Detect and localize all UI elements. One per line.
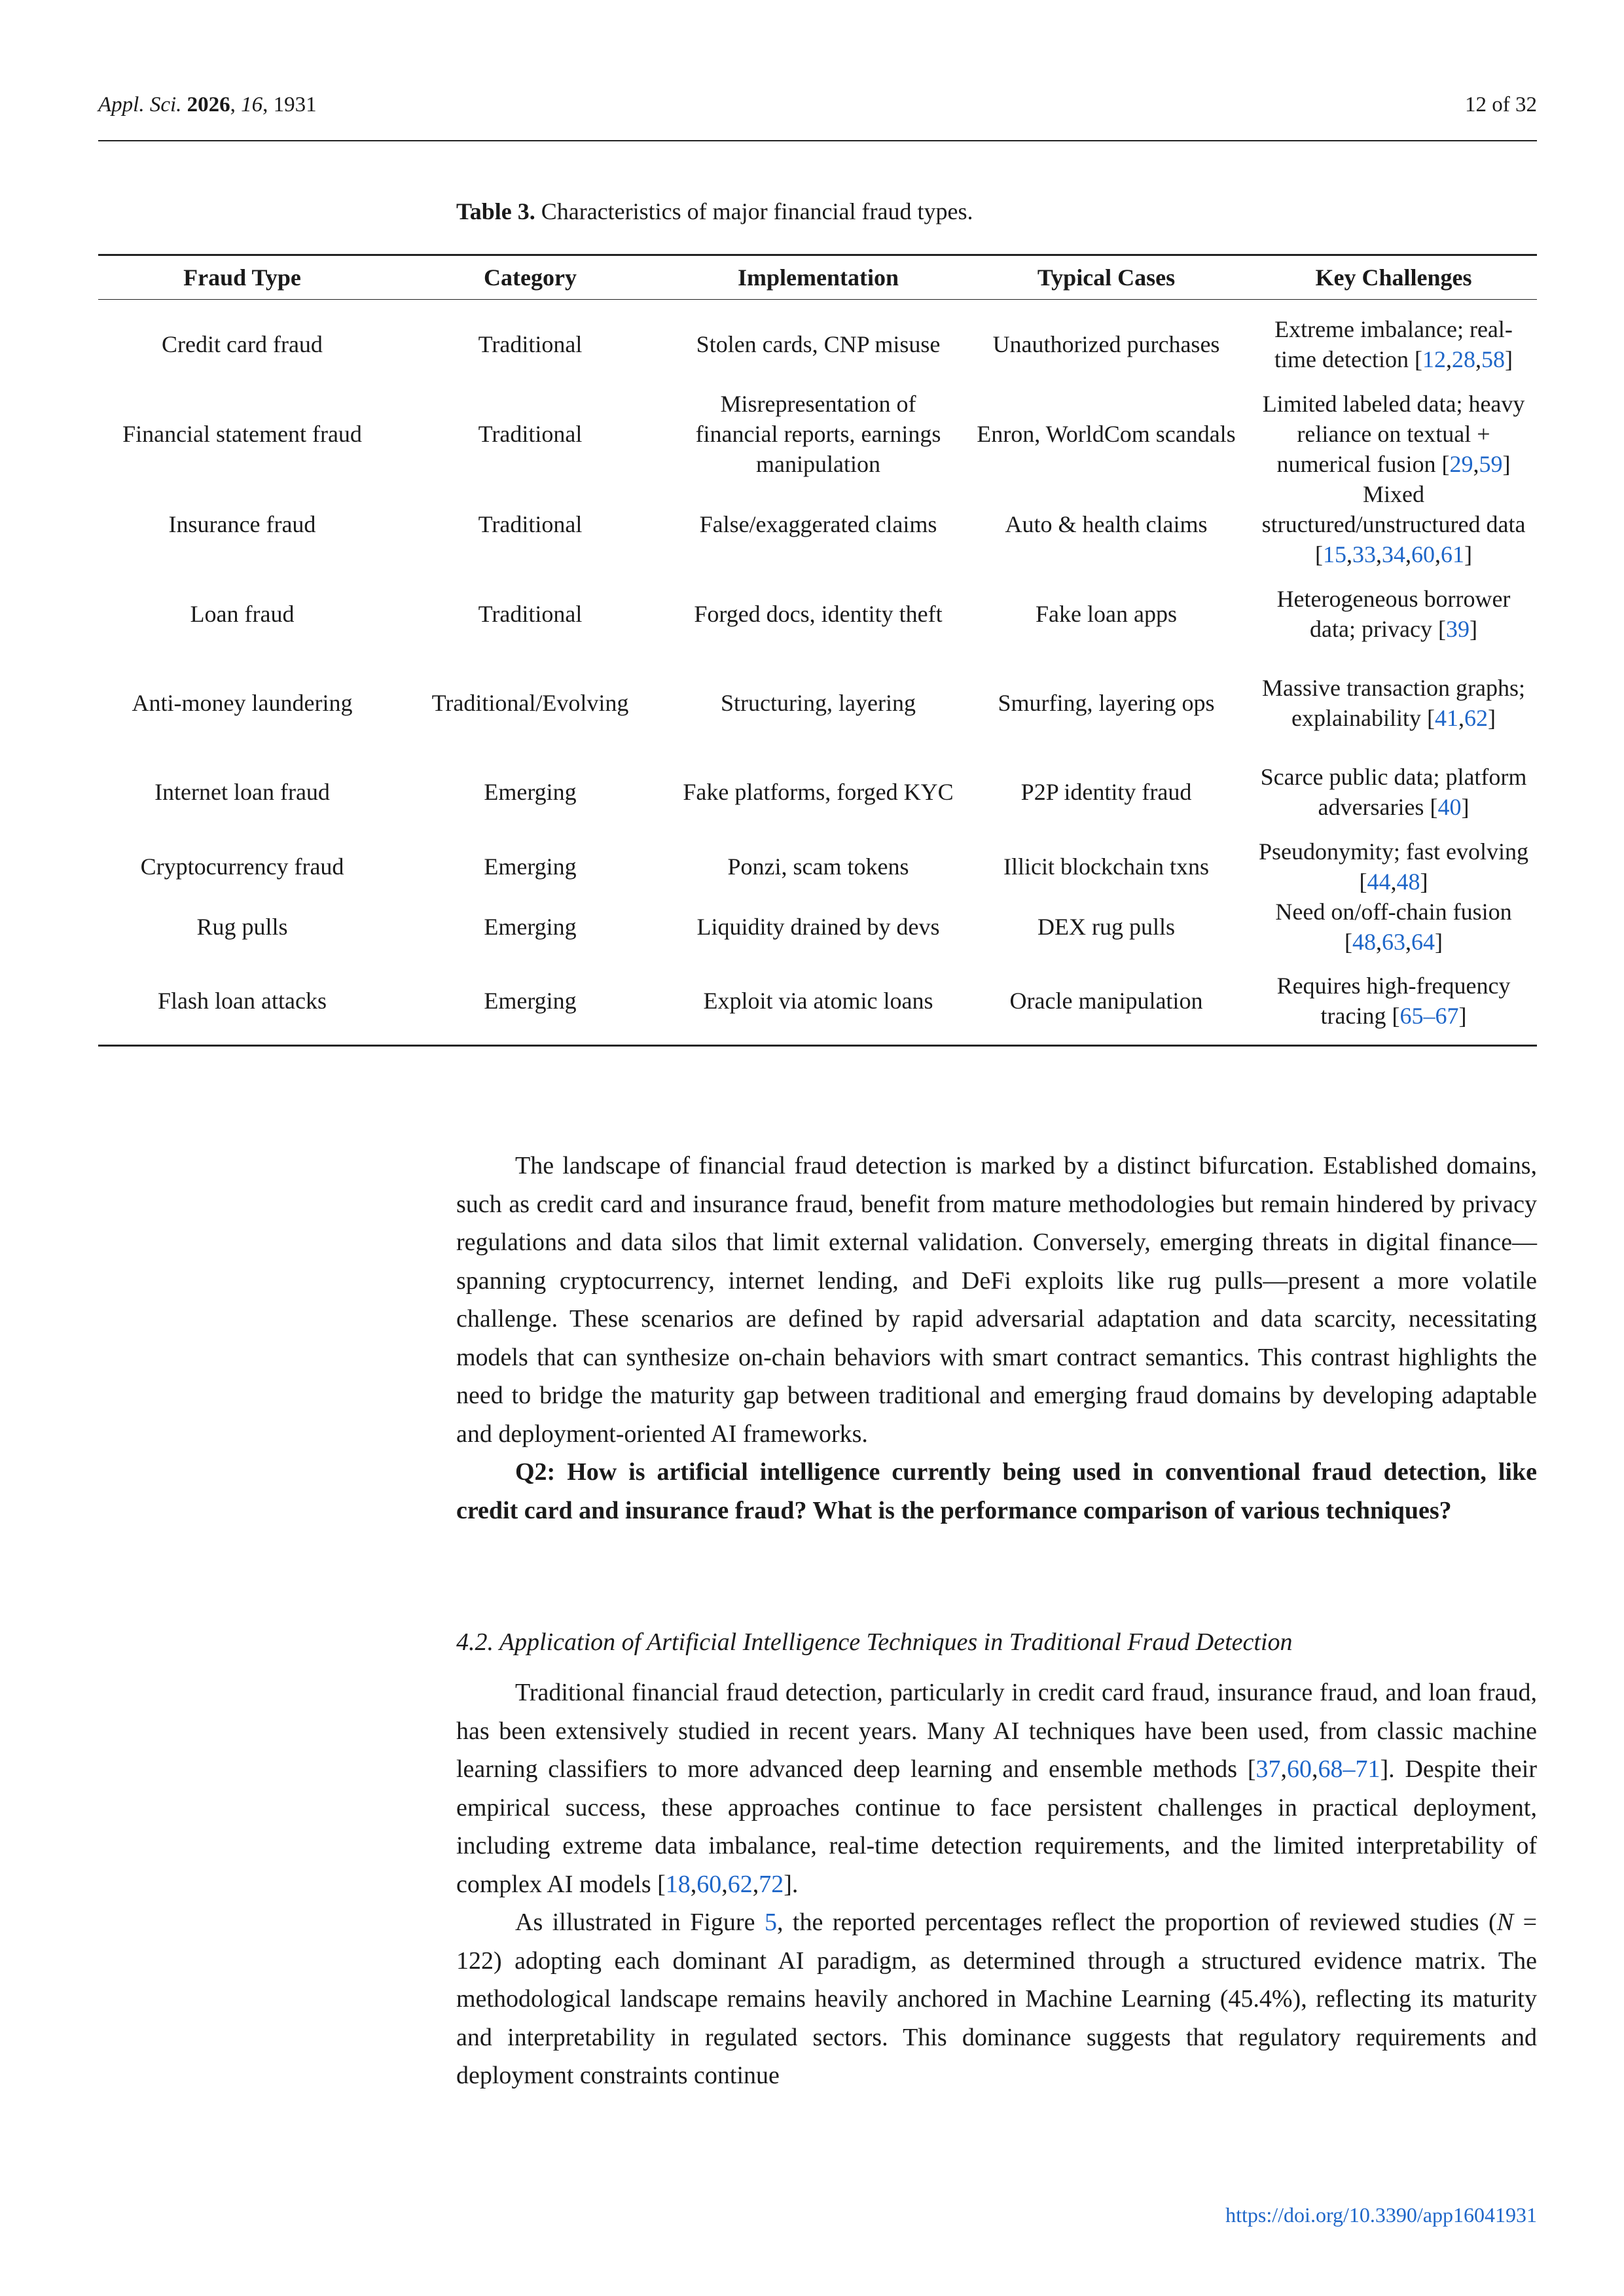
table-cell-challenges: Requires high-frequency tracing [65–67]: [1250, 957, 1537, 1046]
citation-link[interactable]: 37: [1255, 1755, 1281, 1783]
table-cell-category: Traditional: [478, 331, 583, 357]
table-cell-cases: P2P identity fraud: [1020, 778, 1192, 805]
table-row: [98, 300, 1537, 389]
citation-link[interactable]: 72: [759, 1870, 784, 1898]
table-caption-label: Table 3.: [456, 198, 535, 224]
table-cell-impl: Forged docs, identity theft: [694, 600, 943, 627]
table-cell-cases: DEX rug pulls: [1038, 913, 1175, 940]
table-cell-category: Traditional/Evolving: [431, 689, 629, 716]
doi-link[interactable]: https://doi.org/10.3390/app16041931: [1225, 2203, 1537, 2227]
article-number: 1931: [273, 93, 317, 117]
citation-link[interactable]: 64: [1411, 928, 1435, 955]
citation-link[interactable]: 39: [1445, 615, 1470, 642]
table-cell-type: Flash loan attacks: [98, 957, 386, 1046]
column-header: Key Challenges: [1250, 255, 1537, 300]
table-row: [98, 479, 1537, 569]
table-cell-impl: Exploit via atomic loans: [674, 957, 962, 1046]
citation-link[interactable]: 41: [1434, 704, 1458, 731]
table-cell-impl: Structuring, layering: [721, 689, 916, 716]
sample-size-symbol: N: [1496, 1909, 1514, 1936]
table-cell-cases: Oracle manipulation: [962, 957, 1250, 1046]
citation-link[interactable]: 58: [1481, 346, 1505, 372]
table-cell-impl: Stolen cards, CNP misuse: [696, 331, 941, 357]
text-run: , the reported percentages reflect the proportion of reviewed studies (: [776, 1909, 1497, 1936]
citation-link[interactable]: 60: [696, 1870, 722, 1898]
table-cell-cases: Smurfing, layering ops: [998, 689, 1215, 716]
table-cell-cases: Auto & health claims: [1005, 511, 1208, 537]
table-cell-challenges: Heterogeneous borrower data; privacy [39]: [1276, 585, 1511, 642]
journal-year: 2026: [187, 93, 230, 117]
table-cell-type: Anti-money laundering: [132, 689, 353, 716]
citation-link[interactable]: 48: [1396, 868, 1420, 895]
citation-link[interactable]: 29: [1449, 450, 1473, 477]
table-cell-challenges: Need on/off-chain fusion [48,63,64]: [1275, 898, 1512, 955]
table-header-row: [98, 255, 1537, 300]
citation-link[interactable]: 62: [1464, 704, 1488, 731]
challenge-text: Heterogeneous borrower data; privacy: [1276, 585, 1511, 642]
table-row: [98, 658, 1537, 747]
body-section-1: [456, 1147, 1537, 1530]
paragraph: Traditional financial fraud detection, particularly in credit card fraud, insurance fraud, and loan fraud, has been extensively studied in recent years. Many AI techniques have been used, from classic machine learning classifiers to more advanced deep learning and ensemble methods [37,60,68–71]. Despite their empirical success, these approaches continue to face persistent challenges in practical deployment, including extreme data imbalance, real-time detection requirements, and the limited interpretability of complex AI models [18,60,62,72].: [456, 1679, 1537, 1898]
citation-link[interactable]: 62: [727, 1870, 753, 1898]
column-header: Implementation: [674, 255, 962, 300]
citation-link[interactable]: 12: [1422, 346, 1446, 372]
text-run: ].: [784, 1870, 799, 1898]
text-run: = 122) adopting each dominant AI paradigm, as determined through a structured evidence matrix. The methodological landscape remains heavily anchored in Machine Learning (45.4%), reflecting its maturity and interpretability in regulated sectors. This dominance suggests that regulatory requirements and deployment constraints continue: [456, 1909, 1538, 2089]
citation-link[interactable]: 65–67: [1399, 1002, 1459, 1029]
citation-link[interactable]: 60: [1287, 1755, 1312, 1783]
page-number: 12 of 32: [1465, 93, 1537, 117]
table-cell-category: Emerging: [386, 957, 674, 1046]
table-row: [98, 836, 1537, 897]
table-cell-category: Emerging: [484, 913, 577, 940]
table-cell-impl: Misrepresentation of financial reports, earnings manipulation: [695, 390, 941, 477]
table-cell-challenges: Pseudonymity; fast evolving [44,48]: [1259, 838, 1528, 895]
citation-link[interactable]: 18: [665, 1870, 691, 1898]
citation-link[interactable]: 33: [1352, 541, 1376, 567]
citation-link[interactable]: 60: [1411, 541, 1435, 567]
table-cell-challenges: Limited labeled data; heavy reliance on textual + numerical fusion [29,59]: [1262, 390, 1525, 477]
text-run: ]. Despite their empirical success, these approaches continue to face persistent challenges in practical deployment, including extreme data imbalance, real-time detection requirements, and the limited interpretability of complex AI models [: [456, 1755, 1537, 1898]
table-cell-category: Traditional: [478, 600, 583, 627]
table-caption: [456, 198, 973, 225]
table-cell-cases: Enron, WorldCom scandals: [977, 420, 1236, 447]
citation-link[interactable]: 48: [1352, 928, 1376, 955]
figure-link[interactable]: 5: [764, 1909, 777, 1936]
column-header: Fraud Type: [98, 255, 386, 300]
challenge-text: Requires high-frequency tracing: [1276, 972, 1511, 1029]
table-row: [98, 389, 1537, 479]
citation-link[interactable]: 40: [1437, 793, 1462, 820]
table-cell-type: Rug pulls: [196, 913, 288, 940]
table-cell-challenges: Extreme imbalance; real-time detection [12,28,58]: [1274, 315, 1513, 372]
citation-link[interactable]: 59: [1479, 450, 1503, 477]
research-question: Q2: How is artificial intelligence currently being used in conventional fraud detection, like credit card and insurance fraud? What is the performance comparison of various techniques?: [456, 1458, 1537, 1524]
text-run: As illustrated in Figure: [515, 1909, 765, 1936]
table-cell-cases: Unauthorized purchases: [992, 331, 1220, 357]
table-cell-type: Credit card fraud: [162, 331, 323, 357]
table-row: [98, 957, 1537, 1046]
table-cell-category: Traditional: [478, 420, 583, 447]
challenge-text: Scarce public data; platform adversaries: [1260, 763, 1527, 820]
challenge-text: Massive transaction graphs; explainability: [1262, 674, 1525, 731]
citation-link[interactable]: 44: [1367, 868, 1391, 895]
challenge-text: Pseudonymity; fast evolving: [1259, 838, 1528, 865]
journal-abbr: Appl. Sci.: [98, 93, 182, 117]
challenge-text: Limited labeled data; heavy reliance on textual + numerical fusion: [1262, 390, 1525, 477]
citation-link[interactable]: 68–71: [1318, 1755, 1380, 1783]
header-rule: [98, 140, 1537, 141]
table-caption-text: Characteristics of major financial fraud types.: [541, 198, 973, 224]
journal-citation: Appl. Sci. 2026, 16, 1931: [98, 93, 317, 117]
citation-link[interactable]: 15: [1323, 541, 1346, 567]
paragraph: [456, 1903, 1537, 2095]
citation-link[interactable]: 61: [1441, 541, 1464, 567]
fraud-types-table: [98, 254, 1537, 1047]
table-cell-impl: False/exaggerated claims: [699, 511, 937, 537]
citation-link[interactable]: 28: [1451, 346, 1475, 372]
column-header: Typical Cases: [962, 255, 1250, 300]
paragraph: The landscape of financial fraud detection is marked by a distinct bifurcation. Established domains, such as credit card and insurance fraud, benefit from mature methodologies but remain hindered by privacy regulations and data silos that limit external validation. Conversely, emerging threats in digital finance—spanning cryptocurrency, internet lending, and DeFi exploits like rug pulls—present a more volatile challenge. These scenarios are defined by rapid adversarial adaptation and data scarcity, necessitating models that can synthesize on-chain behaviors with smart contract semantics. This contrast highlights the need to bridge the maturity gap between traditional and emerging fraud domains by developing adaptable and deployment-oriented AI frameworks.: [456, 1152, 1537, 1448]
table-cell-type: Loan fraud: [190, 600, 295, 627]
table-row: [98, 897, 1537, 957]
table-cell-category: Traditional: [478, 511, 583, 537]
table-cell-impl: Fake platforms, forged KYC: [683, 778, 954, 805]
table-cell-challenges: Scarce public data; platform adversaries [40]: [1260, 763, 1527, 820]
text-run: Traditional financial fraud detection, particularly in credit card fraud, insurance fraud, and loan fraud, has been extensively studied in recent years. Many AI techniques have been used, from classic machine learning classifiers to more advanced deep learning and ensemble methods [: [456, 1679, 1537, 1783]
table-row: [98, 569, 1537, 658]
table-cell-category: Emerging: [484, 778, 577, 805]
citation-link[interactable]: 34: [1382, 541, 1405, 567]
challenge-text: Need on/off-chain fusion: [1275, 898, 1512, 925]
table-cell-challenges: Massive transaction graphs; explainability [41,62]: [1262, 674, 1525, 731]
table-cell-challenges: Mixed structured/unstructured data [15,33,34,60,61]: [1261, 480, 1526, 567]
citation-link[interactable]: 63: [1382, 928, 1405, 955]
table-cell-type: Cryptocurrency fraud: [140, 853, 344, 880]
table-cell-impl: Liquidity drained by devs: [696, 913, 940, 940]
column-header: Category: [386, 255, 674, 300]
body-section-2: [456, 1674, 1537, 2095]
challenge-text: Mixed structured/unstructured data: [1261, 480, 1526, 537]
challenge-text: Extreme imbalance; real-time detection: [1274, 315, 1513, 372]
journal-volume: 16: [241, 93, 263, 117]
table-cell-category: Emerging: [484, 853, 577, 880]
table-cell-type: Financial statement fraud: [122, 420, 362, 447]
table-cell-impl: Ponzi, scam tokens: [727, 853, 909, 880]
table-cell-type: Internet loan fraud: [154, 778, 330, 805]
table-row: [98, 747, 1537, 836]
table-cell-cases: Fake loan apps: [1036, 600, 1177, 627]
table-cell-type: Insurance fraud: [168, 511, 316, 537]
table-cell-cases: Illicit blockchain txns: [1003, 853, 1209, 880]
section-heading: 4.2. Application of Artificial Intelligence Techniques in Traditional Fraud Detection: [456, 1628, 1293, 1656]
